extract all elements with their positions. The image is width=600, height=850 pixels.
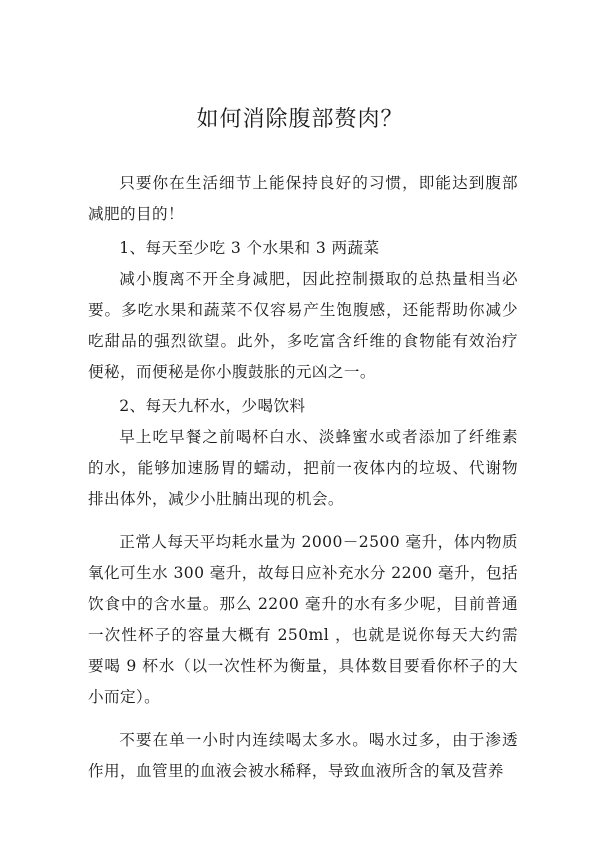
section-2-paragraph-1: 早上吃早餐之前喝杯白水、淡蜂蜜水或者添加了纤维素的水，能够加速肠胃的蠕动，把前一夜体内的垃圾、代谢物排出体外，减少小肚腩出现的机会。 [88,428,518,508]
section-1-paragraph: 减小腹离不开全身减肥，因此控制摄取的总热量相当必要。多吃水果和蔬菜不仅容易产生饱腹感，还能帮助你减少吃甜品的强烈欲望。此外，多吃富含纤维的食物能有效治疗便秘，而便秘是你小腹鼓胀的元凶之一。 [88,270,518,381]
section-heading-2: 2、每天九杯水，少喝饮料 [119,397,306,415]
section-2-paragraph-2: 正常人每天平均耗水量为 2000－2500 毫升，体内物质氧化可生水 300 毫升，故每日应补充水分 2200 毫升，包括饮食中的含水量。那么 2200 毫升的水有多少呢，目前普通一次性杯子的容量大概有 250ml ，也就是说你每天大约需要喝 9 杯水（以一次性杯为衡量，具体数目要看你杯子的大小而定）。 [88,533,518,706]
section-heading-1: 1、每天至少吃 3 个水果和 3 两蔬菜 [119,239,380,257]
section-2-paragraph-3: 不要在单一小时内连续喝太多水。喝水过多，由于渗透作用，血管里的血液会被水稀释，导致血液所含的氧及营养 [88,731,518,780]
page-title: 如何消除腹部赘肉？ [196,107,404,132]
intro-paragraph: 只要你在生活细节上能保持良好的习惯，即能达到腹部减肥的目的！ [88,174,518,223]
article-body [88,168,518,787]
